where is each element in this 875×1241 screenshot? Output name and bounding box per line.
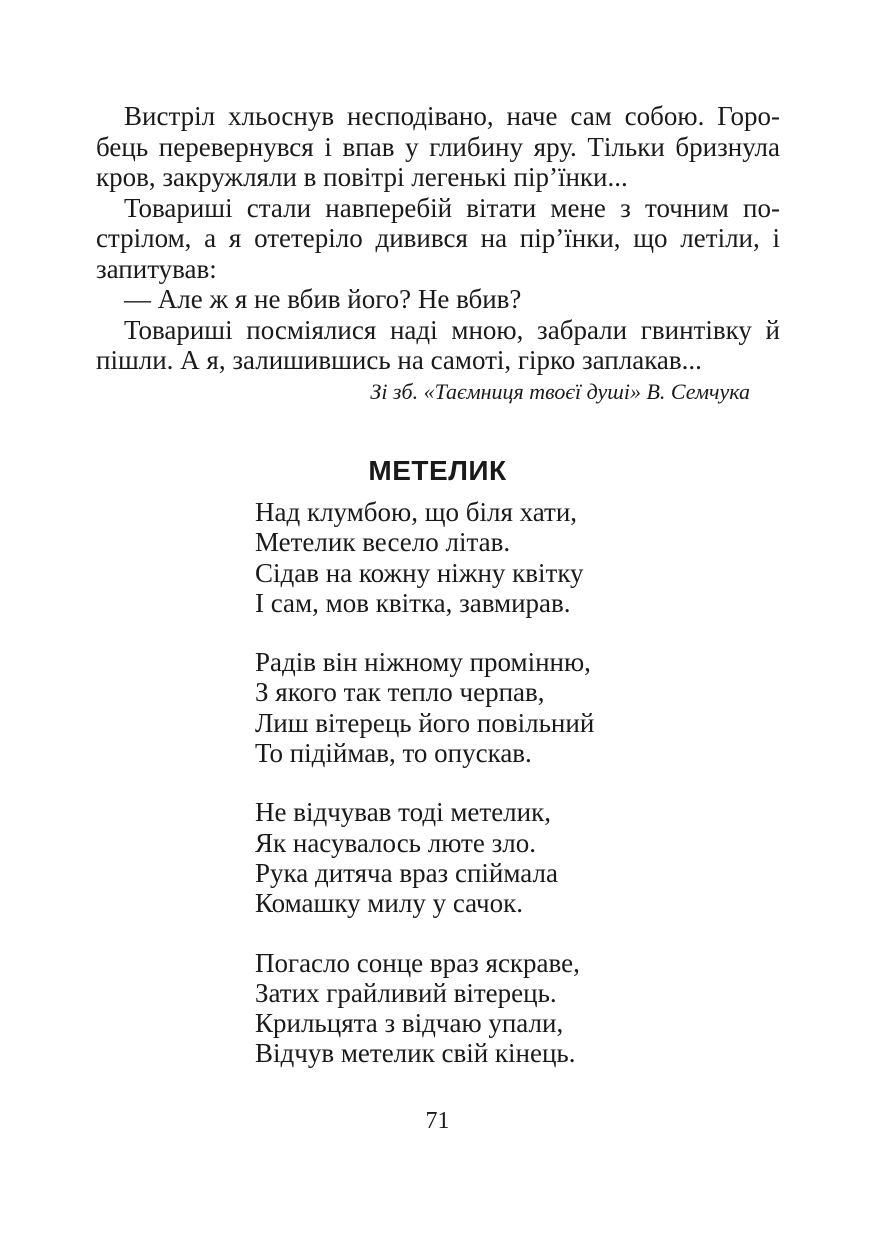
prose-block	[96, 101, 780, 376]
poem-line: Над клумбою, що біля хати,	[255, 497, 578, 527]
poem	[255, 497, 594, 1069]
poem-stanza	[255, 948, 594, 1069]
poem-stanza	[255, 647, 594, 768]
poem-stanza	[255, 797, 594, 918]
poem-line: Комашку милу у сачок.	[255, 888, 523, 919]
poem-line: І сам, мов квітка, завмирав.	[255, 587, 571, 618]
poem-stanza	[255, 497, 594, 618]
poem-line: Погасло сонце враз яскраве,	[255, 947, 580, 978]
poem-line: Як насувалось люте зло.	[255, 827, 536, 858]
poem-line: Рука дитяча враз спіймала	[255, 857, 558, 888]
poem-line: Сідав на кожну ніжну квітку	[255, 557, 584, 588]
poem-line: Затих грайливий вітерець.	[255, 977, 557, 1008]
poem-line: З якого так тепло черпав,	[255, 677, 545, 708]
poem-line: То підіймав, то опускав.	[255, 738, 532, 769]
poem-line: Не відчував тоді метелик,	[255, 797, 551, 828]
prose-paragraph: Товариші посміялися наді мною, забрали гвинтівку й пішли. А я, залишившись на самоті, гірко заплакав...	[96, 314, 780, 375]
poem-line: Лиш вітерець його повільний	[255, 707, 595, 738]
prose-paragraph: Товариші стали навперебій вітати мене з точним пострілом, а я отетеріло дивився на пір’їнки, що летіли, і запитував:	[96, 192, 780, 284]
poem-line: Крильцята з відчаю упали,	[255, 1008, 564, 1039]
poem-line: Радів він ніжному промінню,	[255, 647, 591, 678]
poem-title: МЕТЕЛИК	[368, 455, 507, 486]
poem-line: Відчув метелик свій кінець.	[255, 1038, 576, 1069]
prose-paragraph: — Але ж я не вбив його? Не вбив?	[124, 284, 522, 314]
page-number: 71	[425, 1108, 450, 1134]
poem-line: Метелик весело літав.	[255, 527, 511, 558]
source-citation: Зі зб. «Таємниця твоєї душі» В. Семчука	[370, 379, 750, 404]
prose-paragraph: Вистріл хльоснув несподівано, наче сам собою. Горобець перевернувся і впав у глибину яру. Тільки бризнула кров, закружляли в повітрі легенькі пір’їнки...	[96, 101, 780, 192]
